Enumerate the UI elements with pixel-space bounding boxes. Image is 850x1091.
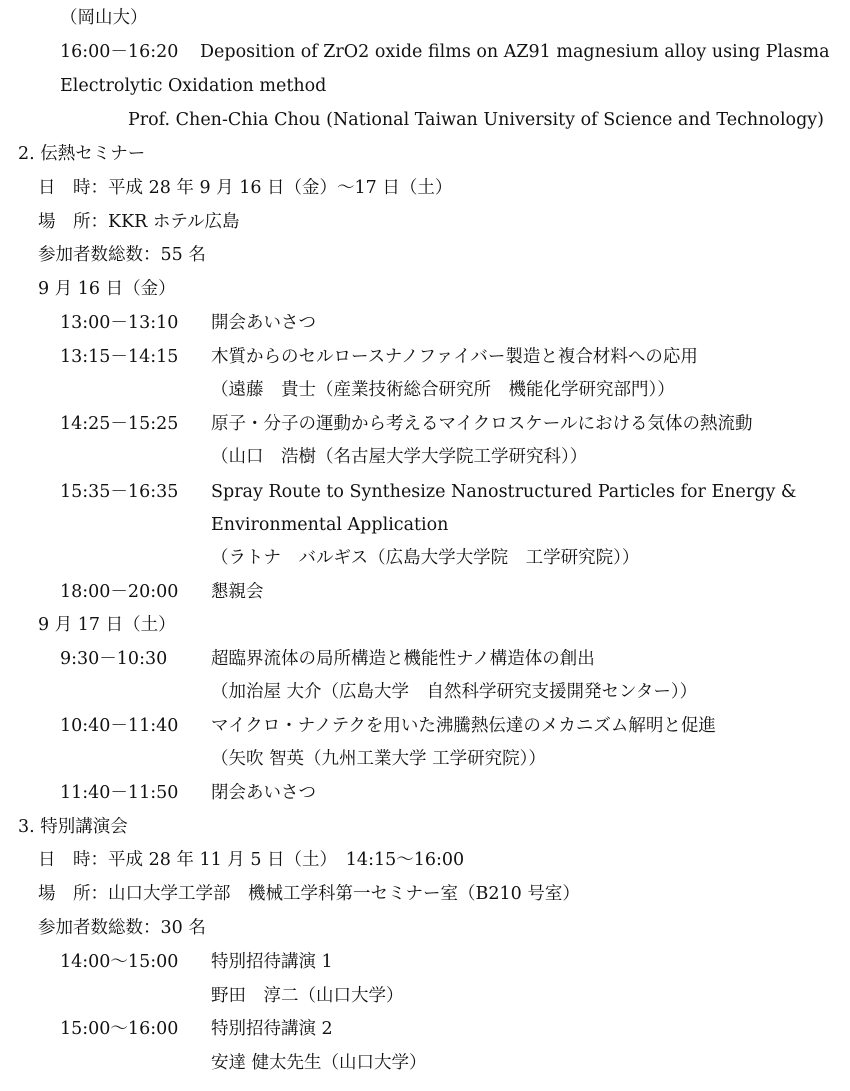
schedule-time: 13:00－13:10 xyxy=(60,313,179,333)
place-value: 山口大学工学部 機械工学科第一セミナー室（B210 号室） xyxy=(108,884,580,904)
schedule-time: 14:25－15:25 xyxy=(60,414,179,434)
schedule-title: 懇親会 xyxy=(211,582,264,602)
affiliation-line: （岡山大） xyxy=(60,8,148,28)
date-label: 日 時： xyxy=(38,850,108,870)
schedule-title: 超臨界流体の局所構造と機能性ナノ構造体の創出 xyxy=(211,649,595,669)
schedule-time: 10:40－11:40 xyxy=(60,716,179,736)
section2-date-row xyxy=(38,176,452,200)
date-value: 平成 28 年 9 月 16 日（金）～17 日（土） xyxy=(108,178,453,198)
schedule-speaker: （矢吹 智英（九州工業大学 工学研究院）） xyxy=(211,749,546,769)
schedule-time: 9:30－10:30 xyxy=(60,649,168,669)
talk-title-line1: Deposition of ZrO2 oxide films on AZ91 magnesium alloy using Plasma xyxy=(200,42,830,62)
day-label: 9 月 17 日（土） xyxy=(38,615,176,635)
schedule-time: 14:00～15:00 xyxy=(60,952,179,972)
place-label: 場 所： xyxy=(38,212,108,232)
date-label: 日 時： xyxy=(38,178,108,198)
section3-heading: 3. 特別講演会 xyxy=(18,817,128,837)
schedule-title: 閉会あいさつ xyxy=(211,783,316,803)
schedule-speaker: （遠藤 貴士（産業技術総合研究所 機能化学研究部門）） xyxy=(211,380,675,400)
schedule-time: 15:00～16:00 xyxy=(60,1019,179,1039)
section3-participants: 参加者数総数：30 名 xyxy=(38,918,206,938)
section3-place-row xyxy=(38,882,580,906)
section2-participants: 参加者数総数：55 名 xyxy=(38,245,206,265)
schedule-title: マイクロ・ナノテクを用いた沸騰熱伝達のメカニズム解明と促進 xyxy=(211,716,716,736)
schedule-time: 18:00－20:00 xyxy=(60,582,179,602)
schedule-time: 15:35－16:35 xyxy=(60,482,179,502)
schedule-title: 木質からのセルロースナノファイバー製造と複合材料への応用 xyxy=(211,347,698,367)
schedule-title: 特別招待講演 1 xyxy=(211,952,333,972)
schedule-title-cont: Environmental Application xyxy=(211,515,449,535)
section2-heading: 2. 伝熱セミナー xyxy=(18,144,146,164)
day-label: 9 月 16 日（金） xyxy=(38,279,176,299)
schedule-title: Spray Route to Synthesize Nanostructured Particles for Energy & xyxy=(211,482,797,502)
schedule-speaker: （山口 浩樹（名古屋大学大学院工学研究科）） xyxy=(211,447,588,467)
schedule-title: 開会あいさつ xyxy=(211,313,316,333)
place-label: 場 所： xyxy=(38,884,108,904)
talk-title-line2: Electrolytic Oxidation method xyxy=(60,76,327,96)
section2-place-row xyxy=(38,210,240,234)
schedule-speaker: 安達 健太先生（山口大学） xyxy=(211,1053,427,1073)
date-value: 平成 28 年 11 月 5 日（土） 14:15～16:00 xyxy=(108,850,465,870)
section3-date-row xyxy=(38,848,464,872)
place-value: KKR ホテル広島 xyxy=(108,212,240,232)
schedule-speaker: （加治屋 大介（広島大学 自然科学研究支援開発センター）） xyxy=(211,682,698,702)
schedule-speaker: 野田 淳二（山口大学） xyxy=(211,986,404,1006)
schedule-time: 11:40－11:50 xyxy=(60,783,179,803)
schedule-speaker: （ラトナ バルギス（広島大学大学院 工学研究院）） xyxy=(211,548,640,568)
talk-speaker: Prof. Chen-Chia Chou (National Taiwan University of Science and Technology) xyxy=(128,110,824,130)
schedule-time: 13:15－14:15 xyxy=(60,347,179,367)
schedule-title: 特別招待講演 2 xyxy=(211,1019,333,1039)
talk-time: 16:00－16:20 xyxy=(60,42,179,62)
schedule-title: 原子・分子の運動から考えるマイクロスケールにおける気体の熱流動 xyxy=(211,414,753,434)
